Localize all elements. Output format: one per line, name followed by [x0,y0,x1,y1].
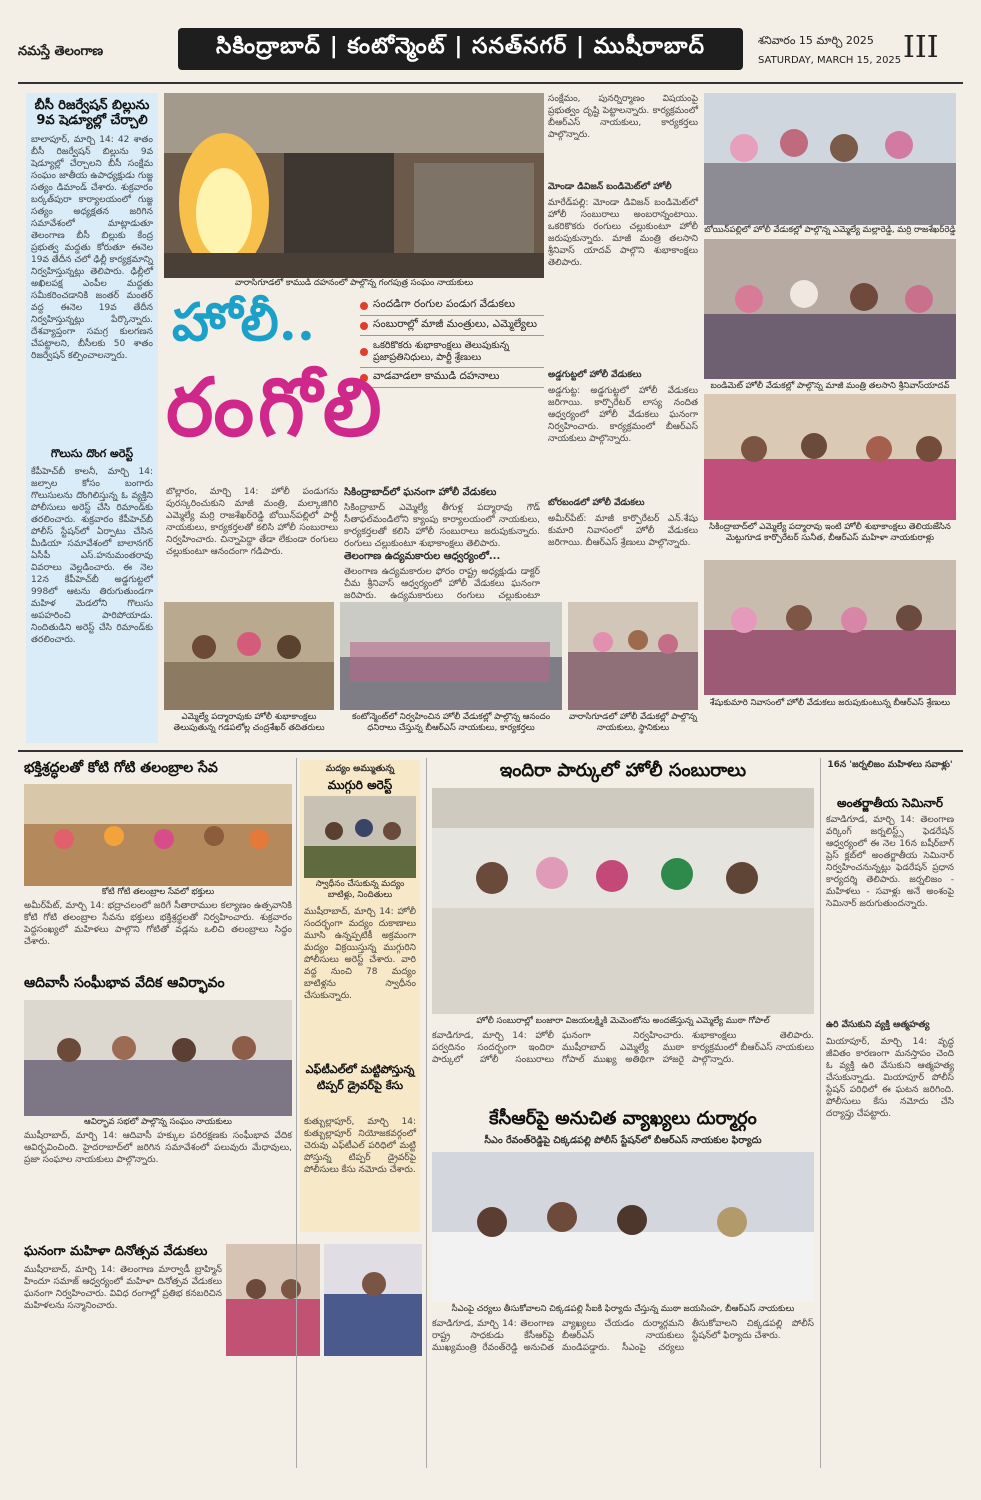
adivasi-caption: ఆవిర్భావ సభలో పాల్గొన్న సంఘం నాయకులు [84,1117,232,1127]
indira-park-headline: ఇందిరా పార్కులో హోలీ సంబురాలు [499,760,747,781]
sidebar-body-2: కేపీహెచ్‌బీ కాలనీ, మార్చి 14: జల్సాల కోసం బంగారు గొలుసులను దొంగిలిస్తున్న ఓ వ్యక్తిని పోలీసులు అరెస్ట్ చేసి రిమాండ్‌కు తరలించారు. శుక్రవారం కేపీహెచ్‌బీ పోలీస్ స్టేషన్‌లో ఏర్పాటు చేసిన మీడియా సమావేశంలో బాలానగర్ ఏసీపీ ఎస్.హనుమంతరావు వివరాలు వెల్లడించారు. ఈ నెల 12న కేపీహెచ్‌బీ అడ్డగుట్టలో 998లో ఆటను తిరుగుతుండగా మహిళ మెడలోని గొలుసు అపహరించి పారిపోయాడు. నిందితుడిని అరెస్ట్ చేసి రిమాండ్‌కు తరలించారు. [31,467,153,645]
arrest-photo [304,796,416,878]
column-rule [820,758,821,1468]
page-number: III [903,30,939,65]
date-telugu: శనివారం 15 మార్చి 2025 [758,34,874,47]
cantonment-caption: కంటోన్మెంట్‌లో నిర్వహించిన హోలీ వేడుకల్లో పాల్గొన్న ఆనందం ధనిరాలు చేస్తున్న బీఆర్ఎస్ నాయకులు, కార్యకర్తలు [351,712,551,733]
holi-title-line2: రంగోలి [166,360,386,454]
kcr-subheadline: సీఎం రేవంత్‌రెడ్డిపై చిక్కడపల్లి పోలీస్ స్టేషన్‌లో బీఆర్ఎస్ నాయకుల ఫిర్యాదు [484,1135,762,1146]
fir-headline: ఎఫ్‌టీఎల్‌లో మట్టిపోస్తున్న టిప్పర్ డ్రైవర్‌పై కేసు [305,1063,415,1092]
sheshukumari-photo [704,560,956,695]
holi-fire-photo [164,93,544,278]
holi-fire-caption: వారాసిగూడలో కాముడి దహనంలో పాల్గొన్న గంగపుత్ర సంఘం నాయకులు [234,278,474,288]
koti-talambralu-caption: కోటి గోటి తలంబ్రాల సేవలో భక్తులు [101,887,215,897]
indira-park-body: కవాడిగూడ, మార్చి 14: హోలీ పర్వదినం సందర్భంగా ఇందిరా పార్కులో హోలీ సంబురాలు ఘనంగా నిర్వహించారు. ముషీరాబాద్ ఎమ్మెల్యే ముఠా గోపాల్ ముఖ్య అతిథిగా హాజరై శుభాకాంక్షలు తెలిపారు. కార్యక్రమంలో బీఆర్ఎస్ నాయకులు పాల్గొన్నారు. [432,1031,814,1065]
center-col-2 [344,486,540,601]
center-body-1: బొల్లారం, మార్చి 14: హోలీ పండుగను పురస్కరించుకుని మాజీ మంత్రి, మల్కాజిగిరి ఎమ్మెల్యే మర్రి రాజశేఖర్‌రెడ్డి బోయిన్‌పల్లిలో పార్టీ నాయకులు, కార్యకర్తలతో కలిసి హోలీ సంబురాలు నిర్వహించారు. చిన్నాపెద్దా తేడా లేకుండా రంగులు చల్లుకుంటూ ఆనందంగా గడిపారు. [166,487,338,557]
sub-heading: సికింద్రాబాద్‌లో ఘనంగా హోలీ వేడుకలు [344,487,497,498]
story-koti-talambralu-body: అమీర్‌పేట్, మార్చి 14: భద్రాచలంలో జరిగే సీతారాముల కల్యాణం ఉత్సవానికి కోటి గోటి తలంబ్రాల సేవను భక్తులు భక్తిశ్రద్ధలతో నిర్వహించారు. శుక్రవారం పెద్దసంఖ్యలో మహిళలు పాల్గొని గోటితో వడ్లను ఒలిచి తలంబ్రాలు సిద్ధం చేశారు. [24,901,292,947]
highlight-bullets [360,296,544,388]
koti-talambralu-photo [24,784,292,886]
kcr-body: కవాడిగూడ, మార్చి 14: తెలంగాణ రాష్ట్ర సాధకుడు కేసీఆర్‌పై ముఖ్యమంత్రి రేవంత్‌రెడ్డి అనుచిత వ్యాఖ్యలు చేయడం దుర్మార్గమని బీఆర్ఎస్ నాయకులు మండిపడ్డారు. సీఎంపై చర్యలు తీసుకోవాలని చిక్కడపల్లి పోలీస్ స్టేషన్‌లో ఫిర్యాదు చేశారు. [432,1319,814,1353]
warasiguda-caption: వారాసిగూడలో హోలీ వేడుకల్లో పాల్గొన్న నాయకులు, స్థానికులు [568,712,698,733]
bullet-item: ఒకరికొకరు శుభాకాంక్షలు తెలుపుకున్న ప్రజాప్రతినిధులు, పార్టీ శ్రేణులు [360,336,544,368]
bullet-dot-icon [360,322,368,330]
bullet-item: వాడవాడలా కాముడి దహనాలు [360,368,544,388]
seminar-kicker: 16న 'జర్నలిజం మహిళలు సవాళ్లు' [827,760,953,770]
story-adivasi-headline: ఆదివాసీ సంఘీభావ వేదిక ఆవిర్భావం [24,975,225,991]
kcr-caption: సీఎంపై చర్యలు తీసుకోవాలని చిక్కడపల్లి సీఐకి ఫిర్యాదు చేస్తున్న ముఠా జయసింహ, బీఆర్ఎస్ నాయకులు [451,1304,795,1314]
seminar-body: కవాడిగూడ, మార్చి 14: తెలంగాణ వర్కింగ్ జర్నలిస్ట్స్ ఫెడరేషన్ ఆధ్వర్యంలో ఈ నెల 16న బషీర్‌బాగ్ ప్రెస్ క్లబ్‌లో అంతర్జాతీయ సెమినార్ నిర్వహించనున్నట్లు ఫెడరేషన్ ప్రధాన కార్యదర్శి తెలిపారు. జర్నలిజం - మహిళలు - సవాళ్లు అనే అంశంపై సెమినార్ జరుగుతుందన్నారు. [826,815,954,909]
story-womens-day-headline: ఘనంగా మహిళా దినోత్సవ వేడుకలు [24,1244,208,1259]
bowenpally-photo [704,93,956,225]
story-koti-talambralu-headline: భక్తిశ్రద్ధలతో కోటి గోటి తలంబ్రాల సేవ [24,760,218,776]
sidebar-headline-2: గొలుసు దొంగ అరెస్ట్ [50,447,134,460]
bandimet-photo [704,239,956,379]
kcr-photo [432,1152,814,1302]
arrest-caption: స్వాధీనం చేసుకున్న మద్యం బాటిళ్లు, నిందితులు [315,879,405,900]
story-adivasi-body: ముషీరాబాద్, మార్చి 14: ఆదివాసీ హక్కుల పరిరక్షణకు సంఘీభావ వేదిక ఆవిర్భవించింది. హైదరాబాద్‌లో జరిగిన సమావేశంలో పలువురు మేధావులు, ప్రజా సంఘాల నాయకులు పాల్గొన్నారు. [24,1131,292,1165]
adivasi-photo [24,1000,292,1116]
arrest-headline: ముగ్గురి అరెస్ట్ [327,778,393,792]
indira-park-caption: హోలీ సంబురాల్లో బంజారా విజయలక్ష్మికి మెమెంటోను అందజేస్తున్న ఎమ్మెల్యే ముఠా గోపాల్ [476,1016,770,1026]
cantonment-group-photo [340,602,562,710]
bullet-item: సంబురాల్లో మాజీ మంత్రులు, ఎమ్మెల్యేలు [360,316,544,336]
warasiguda-photo [568,602,698,710]
secunderabad-women-photo [704,394,956,520]
right-sub-2: అడ్డగుట్టలో హోలీ వేడుకలు [548,370,642,380]
bullet-dot-icon [360,348,368,356]
seminar-headline: అంతర్జాతీయ సెమినార్ [837,796,943,810]
masthead-rule [18,82,963,84]
suicide-headline: ఉరి వేసుకుని వ్యక్తి ఆత్మహత్య [826,1020,930,1030]
right-body-1: సంక్షేమం, పునర్నిర్మాణం విషయంపై ప్రభుత్వం దృష్టి పెట్టాలన్నారు. కార్యక్రమంలో బీఆర్ఎస్ నాయకులు, కార్యకర్తలు పాల్గొన్నారు. [548,94,698,140]
column-rule [296,758,297,1468]
sheshukumari-caption: శేషుకుమారి నివాసంలో హోలీ వేడుకలు జరుపుకుంటున్న బీఆర్ఎస్ శ్రేణులు [709,698,951,708]
womens-day-photo-1 [226,1244,320,1356]
sub-heading-2: తెలంగాణ ఉద్యమకారుల ఆధ్వర్యంలో... [344,551,501,562]
fir-body: కుత్బుల్లాపూర్, మార్చి 14: కుత్బుల్లాపూర్ నియోజకవర్గంలో చెరువు ఎఫ్‌టీఎల్ పరిధిలో మట్టి పోస్తున్న టిప్పర్ డ్రైవర్‌పై పోలీసులు కేసు నమోదు చేశారు. [304,1117,416,1175]
kcr-headline: కేసీఆర్‌పై అనుచిత వ్యాఖ్యలు దుర్మార్గం [489,1108,757,1129]
indira-park-photo [432,788,814,1014]
holi-title-line1: హోలీ.. [172,292,315,353]
newspaper-brand: నమస్తే తెలంగాణ [18,44,104,59]
arrest-kicker: మద్యం అమ్ముతున్న [325,764,395,774]
section-rule [18,750,963,752]
suicide-body: మియాపూర్, మార్చి 14: వృద్ధ జీవితం కారణంగా మనస్తాపం చెంది ఓ వ్యక్తి ఉరి వేసుకుని ఆత్మహత్య చేసుకున్నాడు. మియాపూర్ పోలీస్ స్టేషన్ పరిధిలో ఈ ఘటన జరిగింది. పోలీసులు కేసు నమోదు చేసి దర్యాప్తు చేపట్టారు. [826,1037,954,1119]
right-sub-1: మోండా డివిజన్ బండిమెట్‌లో హోలీ [548,182,672,192]
mla-greeting-caption: ఎమ్మెల్యే పద్మారావుకు హోలీ శుభాకాంక్షలు తెలుపుతున్న గడపలోల్ల చంద్రశేఖర్ తదితరులు [173,712,325,733]
secunderabad-women-caption: సికింద్రాబాద్‌లో ఎమ్మెల్యే పద్మారావు ఇంటి హోలీ శుభాకాంక్షలు తెలియజేసిన మెట్టుగూడ కార్పొరేటర్ సునీత, బీఆర్ఎస్ మహిళా నాయకురాళ్లు [709,522,951,543]
story-womens-day-body: ముషీరాబాద్, మార్చి 14: తెలంగాణ మార్వాడీ బ్రాహ్మిన్ హిందూ సమాజ్ ఆధ్వర్యంలో మహిళా దినోత్సవ వేడుకలు ఘనంగా నిర్వహించారు. వివిధ రంగాల్లో ప్రతిభ కనబరిచిన మహిళలను సన్మానించారు. [24,1265,222,1311]
center-body-2: సికింద్రాబాద్ ఎమ్మెల్యే తీగుళ్ల పద్మారావు గౌడ్ సీతాఫల్‌మండిలోని క్యాంపు కార్యాలయంలో నాయకులు, కార్యకర్తలతో కలిసి హోలీ సంబురాలు జరుపుకున్నారు. రంగులు చల్లుకుంటూ శుభాకాంక్షలు తెలిపారు. [344,503,540,549]
bullet-dot-icon [360,302,368,310]
date-english: SATURDAY, MARCH 15, 2025 [758,55,902,66]
center-body-3: తెలంగాణ ఉద్యమకారుల ఫోరం రాష్ట్ర అధ్యక్షుడు డాక్టర్ చీమ శ్రీనివాస్ ఆధ్వర్యంలో హోలీ వేడుకలు ఘనంగా జరిపారు. ఉద్యమకారులు రంగులు చల్లుకుంటూ [344,567,540,601]
right-body-3: అడ్డగుట్ట: అడ్డగుట్టలో హోలీ వేడుకలు జరిగాయి. కార్పొరేటర్ లాస్య నందిత ఆధ్వర్యంలో హోలీ వేడుకలు ఘనంగా నిర్వహించారు. కార్యక్రమంలో బీఆర్ఎస్ నాయకులు పాల్గొన్నారు. [548,386,698,444]
sidebar-headline: బీసీ రిజర్వేషన్ బిల్లును 9వ షెడ్యూల్లో చేర్చాలి [34,98,150,128]
right-text-column [548,93,698,598]
womens-day-photo-2 [324,1244,422,1356]
mla-greeting-photo [164,602,334,710]
sidebar-body: బాలాపూర్, మార్చి 14: 42 శాతం బీసీ రిజర్వేషన్ బిల్లును 9వ షెడ్యూల్లో చేర్చాలని బీసీ సంక్షేమ సంఘం జాతీయ ఉపాధ్యక్షుడు గుజ్జ సత్యం డిమాండ్ చేశారు. శుక్రవారం బర్కత్‌పురా కార్యాలయంలో గుజ్జ సత్యం అధ్యక్షతన జరిగిన సమావేశంలో మాట్లాడుతూ తెలంగాణ బీసీ బిల్లుకు కేంద్ర ప్రభుత్వ మద్దతు కోరుతూ ఈనెల 19వ తేదీన చలో ఢిల్లీ కార్యక్రమాన్ని నిర్వహిస్తున్నట్లు తెలిపారు. ఢిల్లీలో అఖిలపక్ష ఎంపీల మద్దతు సమీకరించడానికి జంతర్ మంతర్ వద్ద ఈనెల 19వ తేదీన నిర్వహిస్తున్నట్లు పేర్కొన్నారు. దేశవ్యాప్తంగా సమగ్ర కులగణన చేపట్టాలని, బీసీలకు 50 శాతం రిజర్వేషన్ కల్పించాలన్నారు. [31,135,153,361]
bandimet-caption: బండిమెట్ హోలీ వేడుకల్లో పాల్గొన్న మాజీ మంత్రి తలసాని శ్రీనివాస్‌యాదవ్ [710,381,950,391]
right-body-4: అమీర్‌పేట్: మాజీ కార్పొరేటర్ ఎన్.శేషు కుమారి నివాసంలో హోలీ వేడుకలు జరిగాయి. బీఆర్ఎస్ శ్రేణులు పాల్గొన్నారు. [548,514,698,548]
column-rule [426,758,427,1468]
right-body-2: మారేడ్‌పల్లి: మోండా డివిజన్ బండిమెట్‌లో హోలీ సంబురాలు అంబరాన్నంటాయి. ఒకరికొకరు రంగులు చల్లుకుంటూ హోలీ జరుపుకున్నారు. మాజీ మంత్రి తలసాని శ్రీనివాస్ యాదవ్ పాల్గొని శుభాకాంక్షలు తెలిపారు. [548,198,698,268]
section-title-bar: సికింద్రాబాద్ | కంటోన్మెంట్ | సనత్‌నగర్ | ముషీరాబాద్ [178,28,743,70]
bullet-item: సందడిగా రంగుల పండుగ వేడుకలు [360,296,544,316]
bowenpally-caption: బోయిన్‌పల్లిలో హోలీ వేడుకల్లో పాల్గొన్న ఎమ్మెల్యే మల్లారెడ్డి, మర్రి రాజశేఖర్‌రెడ్డి [704,225,956,235]
arrest-body: ముషీరాబాద్, మార్చి 14: హోలీ సందర్భంగా మద్యం దుకాణాలు మూసి ఉన్నప్పటికీ అక్రమంగా మద్యం విక్రయిస్తున్న ముగ్గురిని పోలీసులు అరెస్ట్ చేశారు. వారి వద్ద నుంచి 78 మద్యం బాటిళ్లను స్వాధీనం చేసుకున్నారు. [304,907,416,1001]
right-sub-3: బోరబండలో హోలీ వేడుకలు [548,498,645,508]
